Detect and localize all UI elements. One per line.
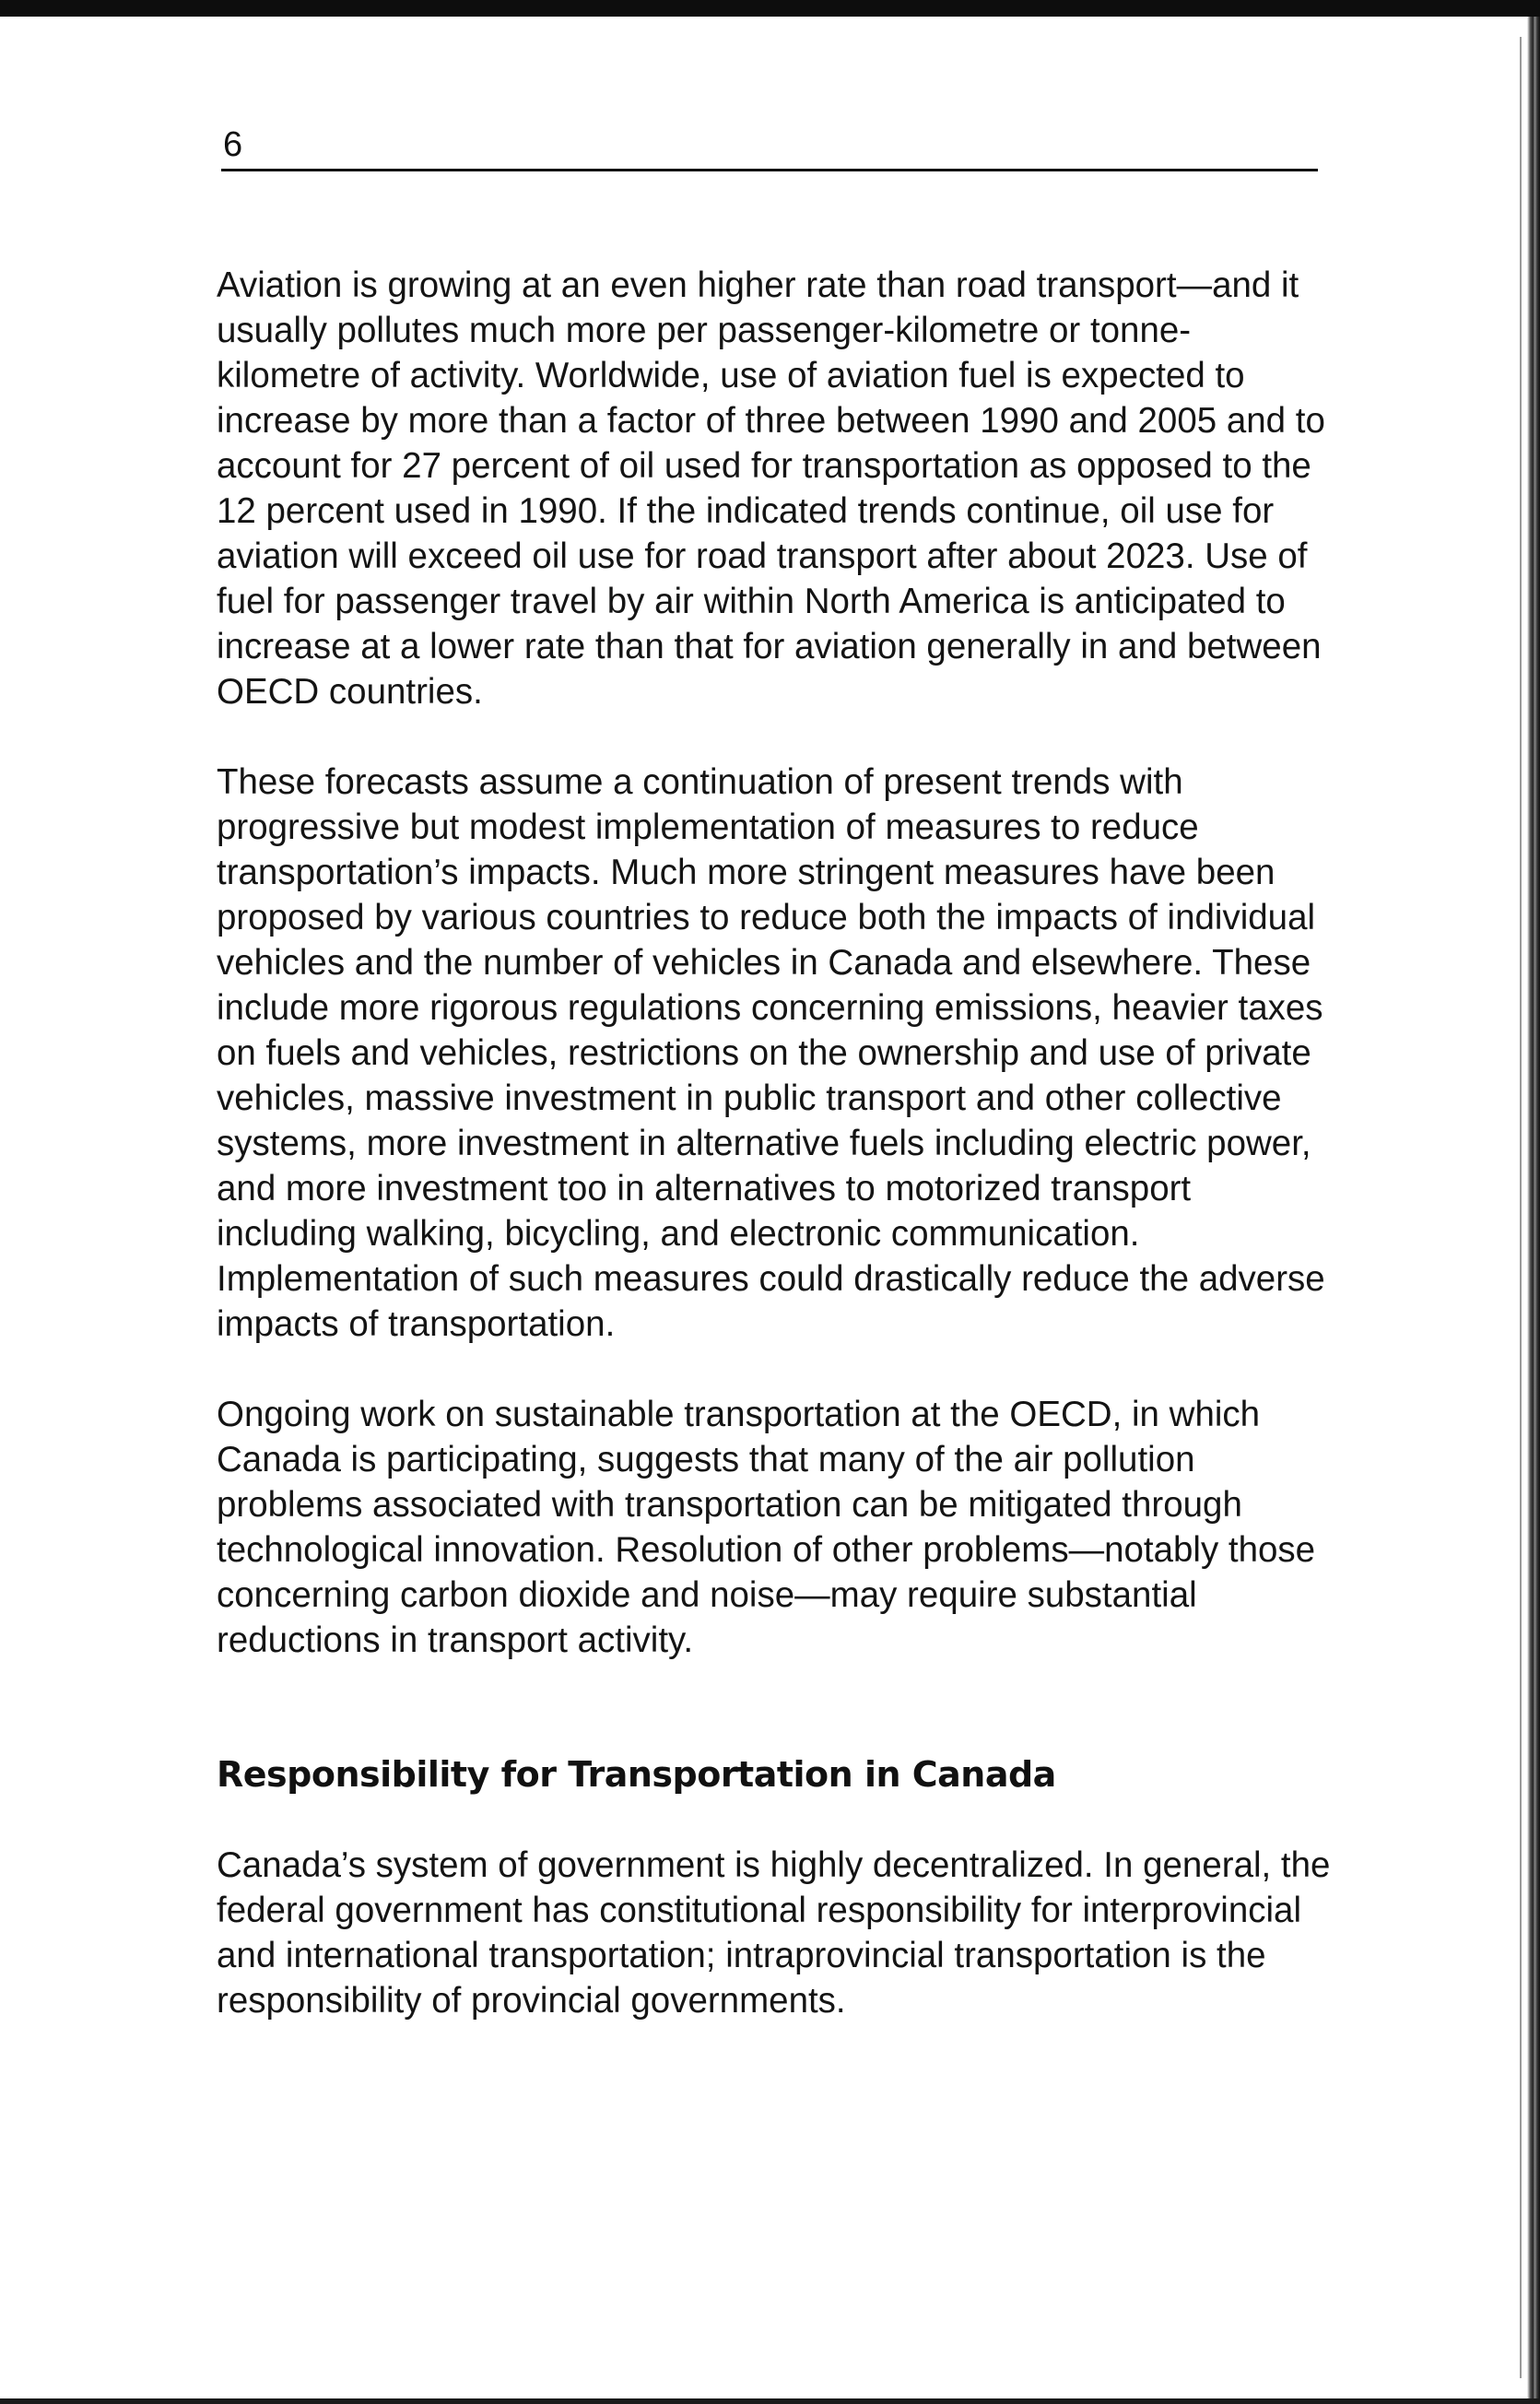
paragraph-aviation: Aviation is growing at an even higher rate than road transport—and it usually pollutes much more per passenger-kilometre or tonne-kilometre of activity. Worldwide, use of aviation fuel is expected to increase by more than a factor of three between 1990 and 2005 and to account for 27 percent of oil used for transportation as opposed to the 12 percent used in 1990. If the indicated trends continue, oil use for aviation will exceed oil use for road transport after about 2023. Use of fuel for passenger travel by air within North America is anticipated to increase at a lower rate than that for aviation generally in and between OECD countries. xyxy=(217,265,1325,712)
scan-bottom-edge xyxy=(0,2398,1540,2404)
paragraph-responsibility: Canada’s system of government is highly decentralized. In general, the federal government has constitutional responsibility for interprovincial and international transportation; intraprovincial transportation is the responsibility of provincial governments. xyxy=(217,1845,1331,2021)
page-number: 6 xyxy=(223,125,243,164)
paragraph-forecasts: These forecasts assume a continuation of present trends with progressive but modest implementation of measures to reduce transportation’s impacts. Much more stringent measures have been proposed by various countries to reduce both the impacts of individual vehicles and the number of vehicles in Canada and elsewhere. These include more rigorous regulations concerning emissions, heavier taxes on fuels and vehicles, restrictions on the ownership and use of private vehicles, massive investment in public transport and other collective systems, more investment in alternative fuels including electric power, and more investment too in alternatives to motorized transport including walking, bicycling, and electronic communication. Implementation of such measures could drastically reduce the adverse impacts of transportation. xyxy=(217,762,1325,1344)
scan-right-line xyxy=(1520,37,1522,2378)
scan-right-edge xyxy=(1527,17,1540,2398)
scan-top-edge xyxy=(0,0,1540,17)
header-rule xyxy=(221,169,1318,171)
section-heading: Responsibility for Transportation in Canada xyxy=(217,1754,1056,1795)
page-body xyxy=(217,263,1332,2068)
paragraph-oecd: Ongoing work on sustainable transportation at the OECD, in which Canada is participating, suggests that many of the air pollution problems associated with transportation can be mitigated through technological innovation. Resolution of other problems—notably those concerning carbon dioxide and noise—may require substantial reductions in transport activity. xyxy=(217,1395,1316,1660)
